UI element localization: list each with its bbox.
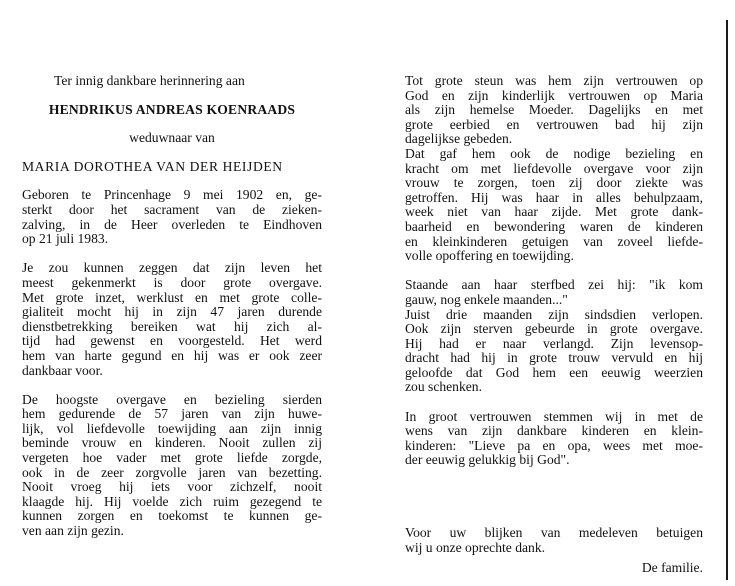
- text-line: hem van harte gegund en hij was er ook zeer: [22, 347, 322, 363]
- text-line: meest gekenmerkt is door grote overgave.: [22, 274, 322, 290]
- deceased-name: HENDRIKUS ANDREAS KOENRAADS: [48, 101, 296, 117]
- text-line: Nooit vroeg hij iets voor zichzelf, nooit: [22, 479, 322, 495]
- text-line: baarheid en bewondering waren de kinderen: [405, 218, 703, 234]
- text-line: zou schenken.: [405, 379, 483, 395]
- text-line: week niet van haar zijde. Met grote dank-: [405, 204, 703, 220]
- trust-paragraph: [405, 410, 703, 468]
- relation-label: weduwnaar van: [129, 130, 215, 146]
- text-line: der eeuwig gelukkig bij God".: [405, 452, 570, 468]
- birth-death-paragraph: [22, 188, 322, 246]
- text-line: zalving, in de Heer overleden te Eindhoven: [22, 216, 322, 232]
- text-line: dagelijkse gebeden.: [405, 131, 513, 147]
- text-line: Ook zijn sterven gebeurde in grote overgave.: [405, 321, 703, 337]
- text-line: vergeten hoe vader met grote liefde zorgde,: [22, 450, 322, 466]
- text-line: volle opoffering en toewijding.: [405, 248, 574, 264]
- text-line: gialiteit mocht hij in zijn 47 jaren durende: [22, 304, 322, 320]
- left-column: [22, 60, 322, 539]
- text-line: hem gedurende de 57 jaren van zijn huwe-: [22, 406, 322, 422]
- text-line: Met grote inzet, werklust en met grote colle-: [22, 289, 322, 305]
- text-line: sterkt door het sacrament van de zieken-: [22, 201, 322, 217]
- text-line: en kleinkinderen getuigen van zoveel liefde-: [405, 233, 703, 249]
- text-line: gauw, nog enkele maanden...": [405, 291, 568, 307]
- text-line: In groot vertrouwen stemmen wij in met de: [405, 408, 703, 424]
- text-line: ook in de zeer zorgvolle jaren van bezetting.: [22, 464, 322, 480]
- spouse-name: MARIA DOROTHEA VAN DER HEIJDEN: [22, 158, 283, 174]
- right-column: [405, 74, 703, 576]
- text-line: Hij had er naar verlangd. Zijn levensop-: [405, 335, 703, 351]
- text-line: dankbaar voor.: [22, 362, 103, 378]
- text-line: als zijn hemelse Moeder. Dagelijks en met: [405, 102, 703, 118]
- text-line: lijk, vol liefdevolle toewijding aan zijn innig: [22, 420, 322, 436]
- text-line: tijd had gewenst en voorgesteld. Het werd: [22, 333, 322, 349]
- memorial-intro: Ter innig dankbare herinnering aan: [54, 73, 245, 88]
- card-edge-rule: [726, 20, 728, 580]
- text-line: grote eerbied en vertrouwen bad hij zijn: [405, 116, 703, 132]
- family-signoff: De familie.: [641, 560, 703, 576]
- text-line: klaagde hij. Hij voelde zich ruim gezegend te: [22, 493, 322, 509]
- text-line: geloofde dat God hem een eeuwig weerzien: [405, 364, 703, 380]
- text-line: dracht had hij in grote trouw vervuld en hij: [405, 350, 703, 366]
- text-line: Staande aan haar sterfbed zei hij: "ik kom: [405, 277, 703, 293]
- marriage-paragraph: [22, 393, 322, 539]
- deathbed-paragraph: [405, 278, 703, 395]
- text-line: getroffen. Hij was haar in alles behulpzaam,: [405, 189, 703, 205]
- text-line: Dat gaf hem ook de nodige bezieling en: [405, 145, 703, 161]
- text-line: kinderen: "Lieve pa en opa, wees met moe-: [405, 437, 703, 453]
- text-line: De hoogste overgave en bezieling sierden: [22, 391, 322, 407]
- text-line: wij u onze oprechte dank.: [405, 539, 546, 555]
- text-line: Je zou kunnen zeggen dat zijn leven het: [22, 260, 322, 276]
- text-line: Voor uw blijken van medeleven betuigen: [405, 525, 703, 541]
- text-line: op 21 juli 1983.: [22, 231, 109, 247]
- text-line: Juist drie maanden zijn sindsdien verlopen.: [405, 306, 703, 322]
- text-line: wens van zijn dankbare kinderen en klein-: [405, 423, 703, 439]
- text-line: beminde vrouw en kinderen. Nooit zullen zij: [22, 435, 322, 451]
- text-line: Geboren te Princenhage 9 mei 1902 en, ge-: [22, 187, 322, 203]
- life-paragraph: [22, 261, 322, 378]
- thanks-paragraph: [405, 526, 703, 555]
- text-line: Tot grote steun was hem zijn vertrouwen op: [405, 73, 703, 88]
- text-line: ven aan zijn gezin.: [22, 523, 124, 539]
- faith-paragraph: [405, 74, 703, 264]
- text-line: kunnen zorgen en toekomst te kunnen ge-: [22, 508, 322, 524]
- text-line: dienstbetrekking bereiken wat hij zich al-: [22, 318, 322, 334]
- text-line: kracht om met liefdevolle overgave voor zijn: [405, 160, 703, 176]
- text-line: God en zijn kinderlijk vertrouwen op Maria: [405, 87, 703, 103]
- text-line: vrouw te zorgen, toen zij door ziekte was: [405, 175, 703, 191]
